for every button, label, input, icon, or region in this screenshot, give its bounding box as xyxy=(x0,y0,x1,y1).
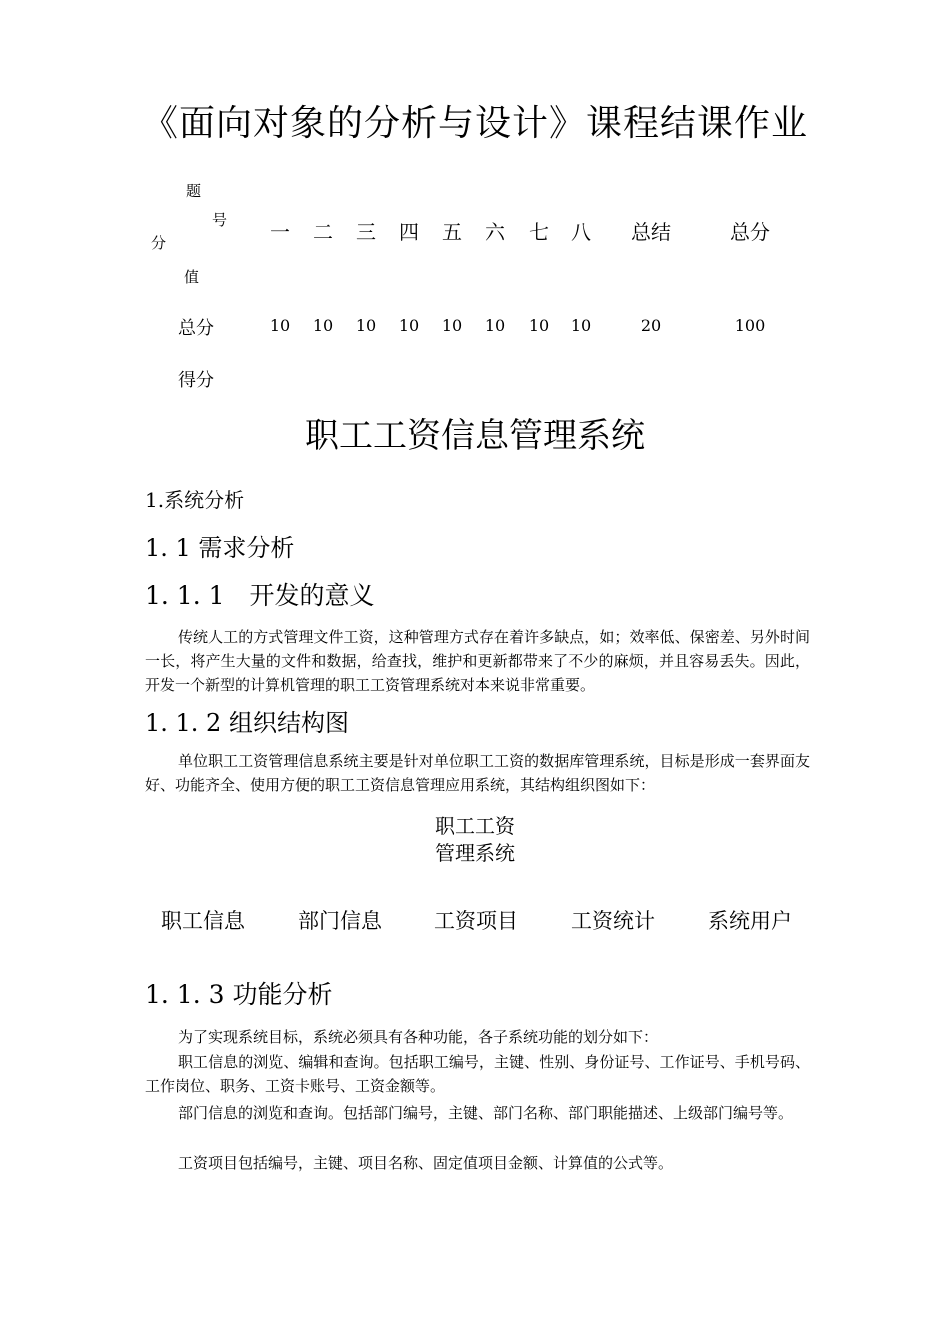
table-header: 二 xyxy=(313,220,333,244)
table-header: 四 xyxy=(399,220,419,244)
paragraph-salary-items: 工资项目包括编号，主键、项目名称、固定值项目金额、计算值的公式等。 xyxy=(178,1154,674,1172)
document-title: 《面向对象的分析与设计》课程结课作业 xyxy=(141,103,808,144)
org-node-salary-items: 工资项目 xyxy=(434,909,518,933)
corner-value: 值 xyxy=(184,268,200,286)
table-cell: 10 xyxy=(528,316,550,335)
org-node-department-info: 部门信息 xyxy=(298,909,382,933)
section-heading-1-1-2: 1. 1. 2 组织结构图 xyxy=(145,709,349,737)
paragraph-significance: 传统人工的方式管理文件工资，这种管理方式存在着许多缺点，如；效率低、保密差、另外时间一长，将产生大量的文件和数据，给查找，维护和更新都带来了不少的麻烦，并且容易丢失。因此，开发一个新型的计算机管理的职工工资管理系统对本来说非常重要。 xyxy=(145,628,810,694)
row-label-total: 总分 xyxy=(178,318,214,339)
table-header: 七 xyxy=(529,220,549,244)
table-cell: 100 xyxy=(734,316,766,335)
paragraph-employee-info: 职工信息的浏览、编辑和查询。包括职工编号，主键、性别、身份证号、工作证号、手机号码、工作岗位、职务、工资卡账号、工资金额等。 xyxy=(145,1053,810,1095)
section-heading-1-1-3: 1. 1. 3 功能分析 xyxy=(145,980,333,1009)
table-cell: 10 xyxy=(484,316,506,335)
system-title: 职工工资信息管理系统 xyxy=(305,416,645,456)
section-heading-1-1-1: 1. 1. 1 开发的意义 xyxy=(145,581,375,610)
score-table xyxy=(0,170,950,400)
row-label-score: 得分 xyxy=(178,370,214,391)
org-node-system-users: 系统用户 xyxy=(708,909,792,933)
org-root-line2: 管理系统 xyxy=(435,841,515,865)
paragraph-function-intro: 为了实现系统目标，系统必须具有各种功能，各子系统功能的划分如下： xyxy=(178,1028,659,1046)
table-header: 六 xyxy=(485,220,505,244)
table-header: 总结 xyxy=(631,220,671,244)
corner-score: 分 xyxy=(151,234,167,252)
org-chart-root xyxy=(0,813,950,867)
table-header: 总分 xyxy=(730,220,770,244)
table-header: 三 xyxy=(356,220,376,244)
section-heading-1-1: 1. 1 需求分析 xyxy=(145,534,295,562)
section-heading-1: 1.系统分析 xyxy=(145,488,245,512)
table-header: 八 xyxy=(571,220,591,244)
org-node-employee-info: 职工信息 xyxy=(161,909,245,933)
table-cell: 10 xyxy=(441,316,463,335)
org-node-salary-stats: 工资统计 xyxy=(571,909,655,933)
corner-topic: 题 xyxy=(186,182,202,200)
table-cell: 10 xyxy=(570,316,592,335)
org-root-line1: 职工工资 xyxy=(435,814,515,838)
table-cell: 20 xyxy=(640,316,662,335)
table-header: 一 xyxy=(270,220,290,244)
table-header: 五 xyxy=(442,220,462,244)
table-cell: 10 xyxy=(355,316,377,335)
paragraph-org-intro: 单位职工工资管理信息系统主要是针对单位职工工资的数据库管理系统，目标是形成一套界面友好、功能齐全、使用方便的职工工资信息管理应用系统，其结构组织图如下： xyxy=(145,752,810,794)
table-cell: 10 xyxy=(312,316,334,335)
corner-number: 号 xyxy=(212,211,228,229)
table-cell: 10 xyxy=(269,316,291,335)
table-cell: 10 xyxy=(398,316,420,335)
paragraph-department-info: 部门信息的浏览和查询。包括部门编号，主键、部门名称、部门职能描述、上级部门编号等。 xyxy=(178,1104,794,1122)
